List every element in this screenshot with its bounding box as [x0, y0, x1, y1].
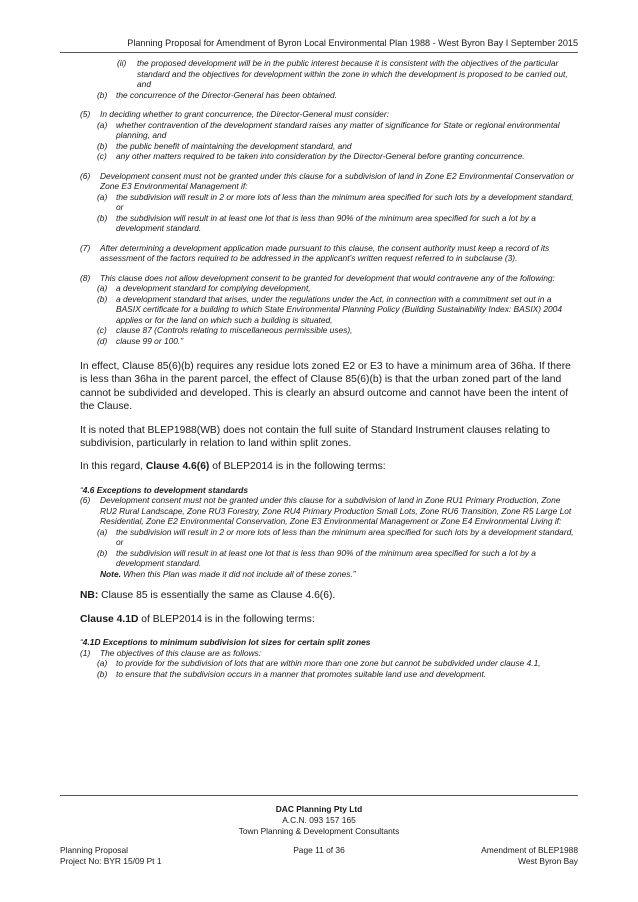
- clause-85-quote: [80, 58, 576, 346]
- clause-item: (d) clause 99 or 100.”: [97, 335, 184, 346]
- clause-item: (a) a development standard for complying development,: [97, 283, 311, 293]
- body-paragraph: In this regard, Clause 4.6(6) of BLEP2014 is in the following terms:: [80, 461, 386, 473]
- clause-4-6-quote: [80, 485, 576, 580]
- clause-item: (5) In deciding whether to grant concurrence, the Director-General must consider:: [80, 109, 389, 119]
- clause-item: (a) the subdivision will result in 2 or more lots of less than the minimum area specified for such lots by a development standard, or: [97, 191, 574, 212]
- clause-item: (c) clause 87 (Controls relating to miscellaneous permissible uses),: [97, 325, 353, 335]
- clause-item: (b) the concurrence of the Director-General has been obtained.: [97, 89, 337, 100]
- footer-divider: [60, 795, 578, 796]
- company-acn: A.C.N. 093 157 165: [282, 815, 356, 825]
- clause-4-1d-quote: [80, 637, 576, 679]
- page-number: Page 11 of 36: [293, 845, 345, 855]
- clause-item: (b) the subdivision will result in at least one lot that is less than 90% of the minimum area specified for such a lot by a development standard.: [97, 212, 536, 233]
- running-header: Planning Proposal for Amendment of Byron Local Environmental Plan 1988 - West Byron Bay I September 2015: [127, 38, 578, 48]
- quote-heading: “4.1D Exceptions to minimum subdivision lot sizes for certain split zones: [80, 637, 371, 648]
- clause-item: (1) The objectives of this clause are as follows:: [80, 647, 262, 658]
- clause-note: Note. When this Plan was made it did not include all of these zones.”: [100, 568, 356, 579]
- footer-left: Planning Proposal Project No: BYR 15/09 Pt 1: [60, 845, 162, 866]
- clause-item: (b) to ensure that the subdivision occurs in a manner that promotes suitable land use and development.: [97, 668, 487, 679]
- clause-item: (a) the subdivision will result in 2 or more lots of less than the minimum area specified for such lots by a development standard, or: [97, 526, 574, 548]
- clause-item: (b) the public benefit of maintaining the development standard, and: [97, 140, 352, 151]
- clause-item: (a) to provide for the subdivision of lots that are within more than one zone but cannot be subdivided under clause 4.1,: [97, 658, 541, 669]
- company-tagline: Town Planning & Development Consultants: [238, 826, 400, 836]
- body-paragraph: In effect, Clause 85(6)(b) requires any residue lots zoned E2 or E3 to have a minimum area of 36ha. If there is less than 36ha in the parent parcel, the effect of Clause 85(6)(b) is that the urban zoned part of the land cannot be subdivided and developed. This is clearly an absurd outcome and cannot have been the intent of the Clause.: [80, 361, 571, 413]
- clause-item: (a) whether contravention of the development standard raises any matter of significance for State or regional environmental planning, and: [97, 119, 560, 140]
- body-paragraph: It is noted that BLEP1988(WB) does not contain the full suite of Standard Instrument clauses relating to subdivision, particularly in relation to land within split zones.: [80, 424, 550, 450]
- clause-item: (8) This clause does not allow development consent to be granted for development that would contravene any of the following:: [80, 272, 555, 283]
- company-name: DAC Planning Pty Ltd: [275, 804, 363, 814]
- body-paragraph: Clause 4.1D of BLEP2014 is in the following terms:: [80, 613, 315, 625]
- company-block: [0, 804, 638, 837]
- clause-item: (c) any other matters required to be taken into consideration by the Director-General before granting concurrence.: [97, 151, 525, 161]
- clause-item: (b) the subdivision will result in at least one lot that is less than 90% of the minimum area specified for such a lot by a development standard.: [97, 547, 536, 569]
- quote-heading: “4.6 Exceptions to development standards: [80, 484, 249, 495]
- clause-item: (6) Development consent must not be granted under this clause for a subdivision of land in Zone E2 Environmental Conservation or Zone E3 Environmental Management if:: [80, 170, 574, 191]
- nb-paragraph: NB: Clause 85 is essentially the same as Clause 4.6(6).: [80, 590, 336, 602]
- page-content: [80, 58, 576, 679]
- clause-item: (7) After determining a development application made pursuant to this clause, the consent authority must keep a record of its assessment of the factors required to be addressed in the applicant’s written request referred to in subclause (3).: [80, 242, 550, 263]
- footer-right: Amendment of BLEP1988 West Byron Bay: [481, 845, 578, 866]
- clause-item: (ii) the proposed development will be in the public interest because it is consistent with the objectives of the particular standard and the objectives for development within the zone in which the development is proposed to be carried out, and: [117, 58, 568, 89]
- clause-item: (b) a development standard that arises, under the regulations under the Act, in connection with a commitment set out in a BASIX certificate for a building to which State Environmental Planning Policy (Building Sustainability Index: BASIX) 2004 applies or for the land on which such a building is situated,: [97, 293, 562, 325]
- header-divider: [60, 52, 578, 53]
- clause-item: (6) Development consent must not be granted under this clause for a subdivision of land in Zone RU1 Primary Production, Zone RU2 Rural Landscape, Zone RU3 Forestry, Zone RU4 Primary Production Small Lots, Zone RU6 Transition, Zone R5 Large Lot Residential, Zone E2 Environmental Conservation, Zone E3 Environmental Management or Zone E4 Environmental Living if:: [80, 495, 572, 527]
